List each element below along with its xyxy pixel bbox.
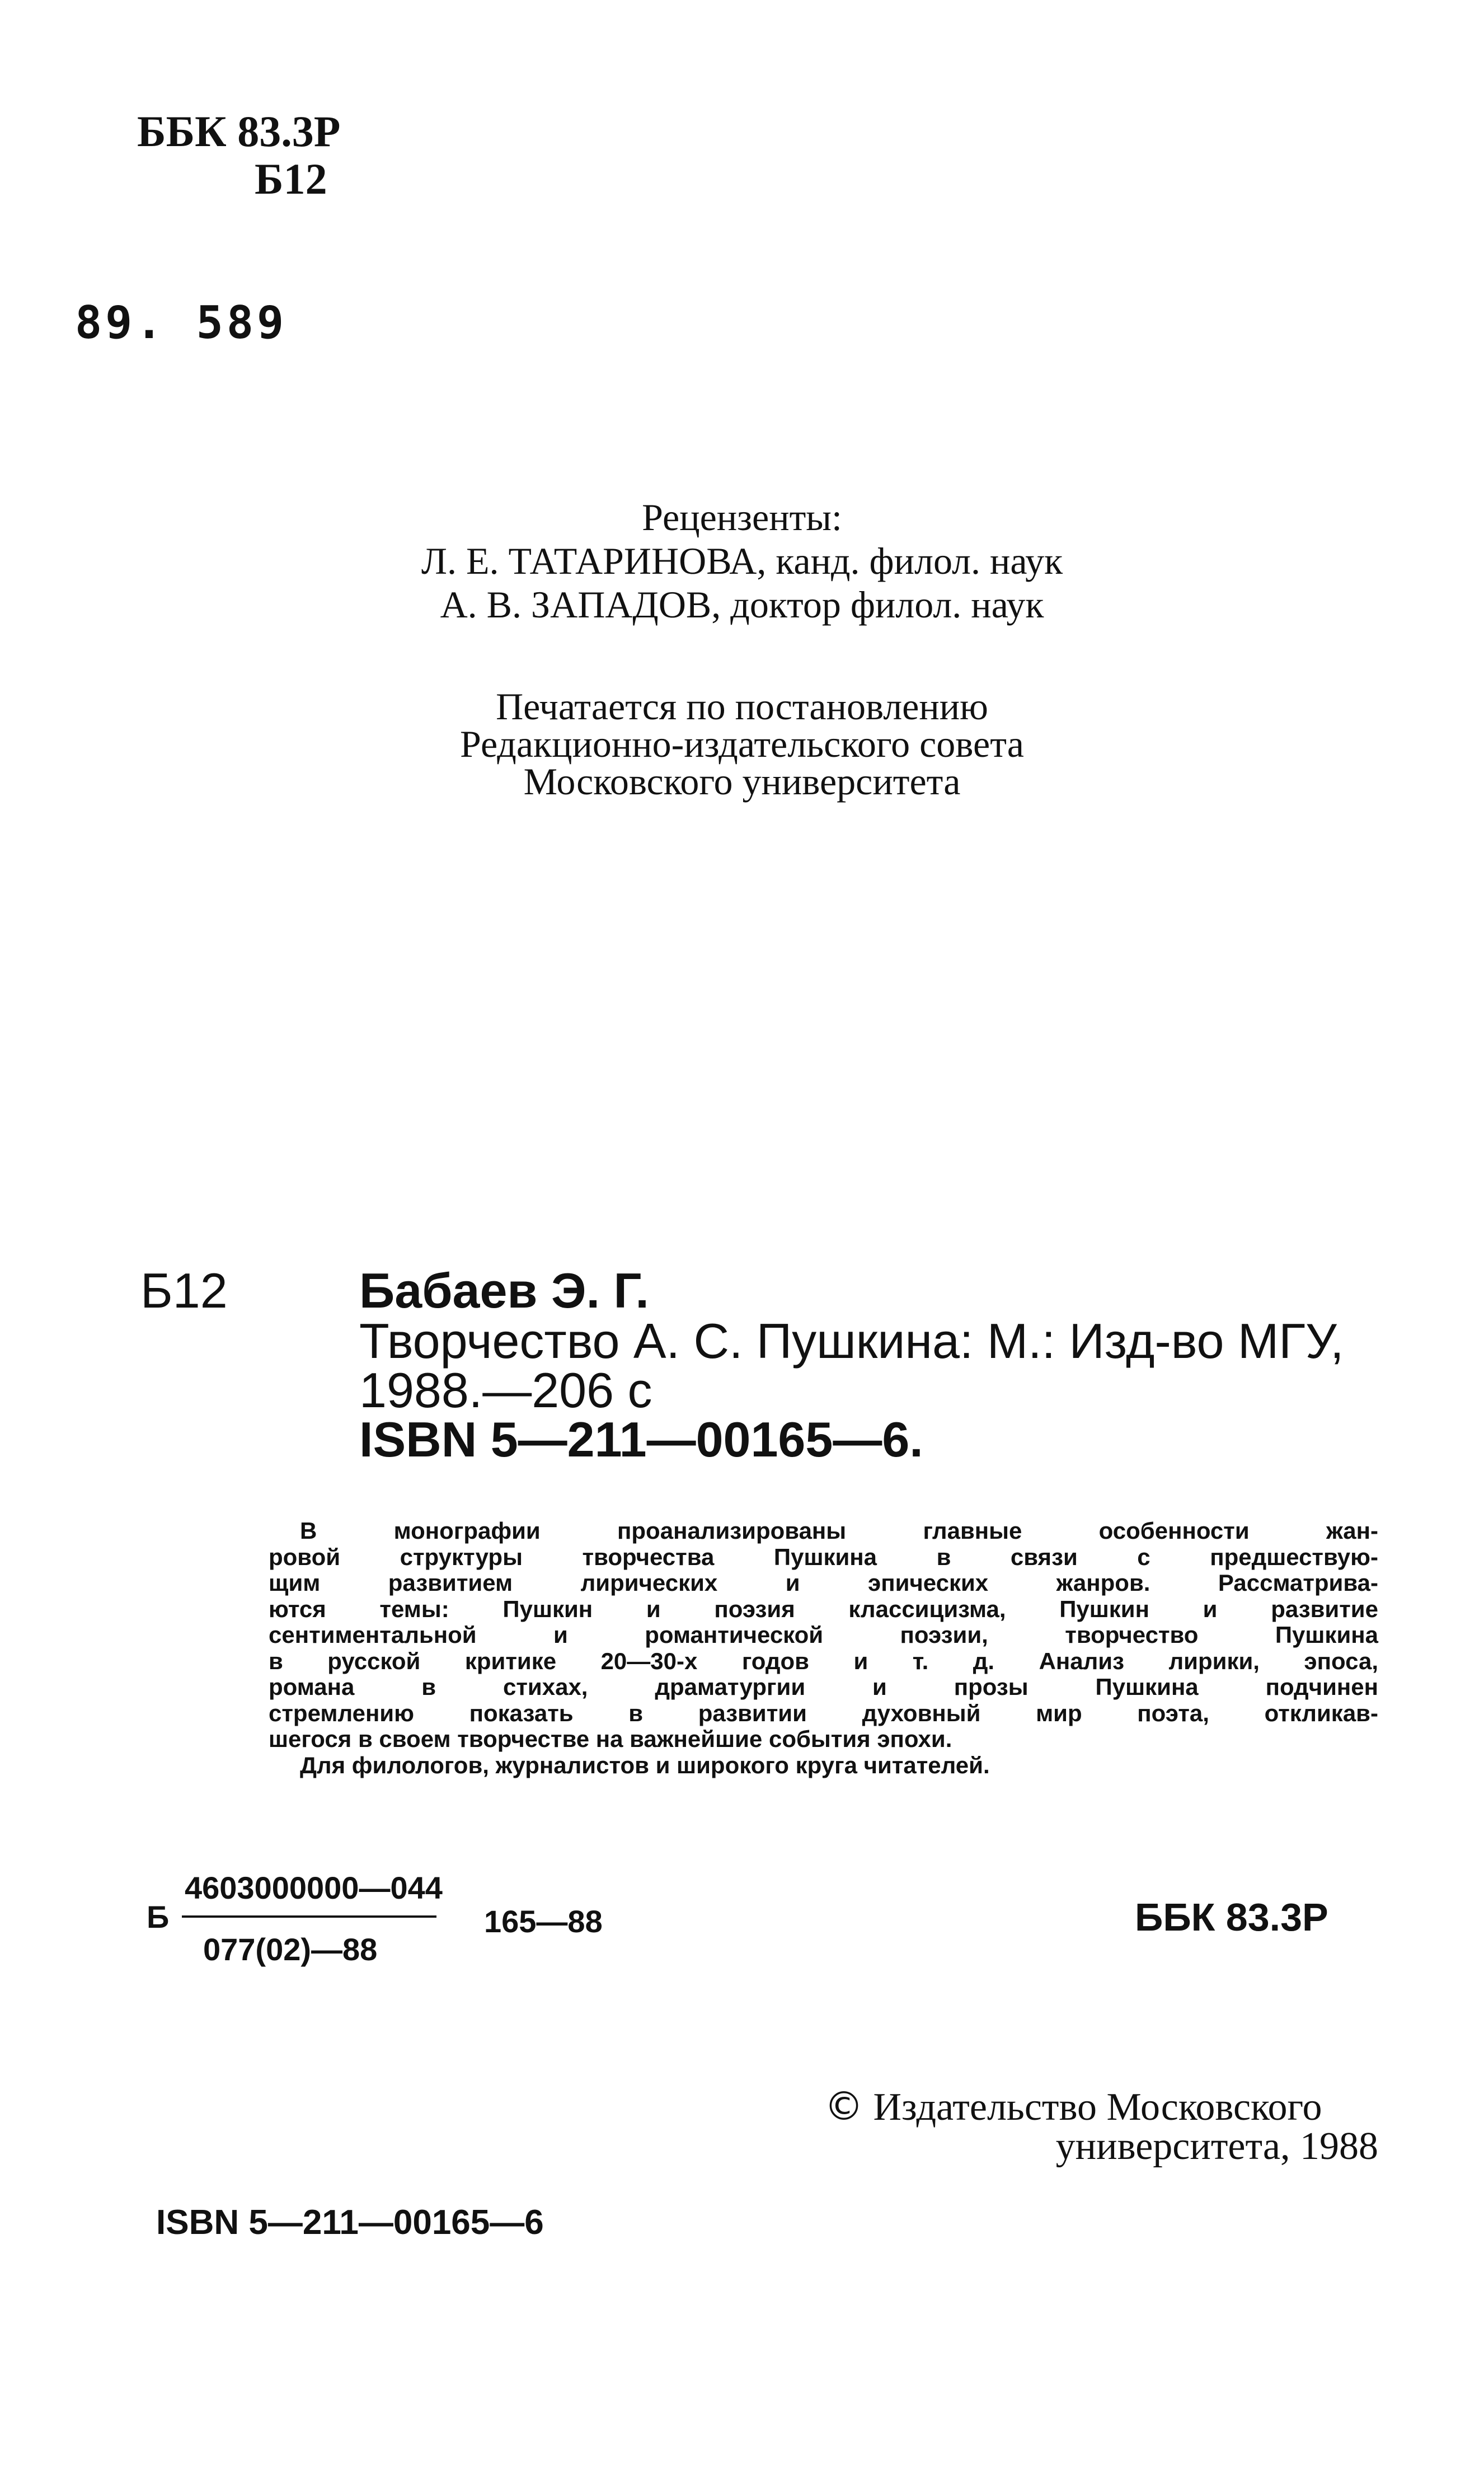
- inventory-number: 89. 589: [75, 297, 288, 349]
- copyright-icon: ©: [824, 2083, 863, 2129]
- imprint-line-3: Московского университета: [523, 760, 961, 803]
- abstract-line: стремлению показать в развитии духовный мир поэта, откликав-: [269, 1699, 1378, 1726]
- abstract-audience: Для филологов, журналистов и широкого круга читателей.: [300, 1751, 990, 1778]
- reviewer-2: А. В. ЗАПАДОВ, доктор филол. наук: [440, 583, 1044, 626]
- author-code-header: Б12: [255, 154, 327, 203]
- catalog-year-pages: 1988.—206 с: [359, 1362, 652, 1418]
- catalog-title: Творчество А. С. Пушкина: М.: Изд-во МГУ,: [359, 1313, 1344, 1369]
- copyright-line-1: Издательство Московского: [873, 2086, 1322, 2129]
- imprint-line-2: Редакционно-издательского совета: [460, 723, 1024, 765]
- copyright-line-2: университета, 1988: [1055, 2125, 1378, 2168]
- fraction-line: [182, 1915, 436, 1918]
- classification-prefix: Б: [147, 1899, 170, 1934]
- abstract-line: сентиментальной и романтической поэзии, творчество Пушкина: [269, 1622, 1378, 1648]
- reviewers-label: Рецензенты:: [642, 496, 842, 538]
- abstract-line: ются темы: Пушкин и поэзия классицизма, Пушкин и развитие: [269, 1595, 1378, 1622]
- abstract-line: романа в стихах, драматургии и прозы Пушкина подчинен: [269, 1674, 1378, 1700]
- reviewer-1: Л. Е. ТАТАРИНОВА, канд. филол. наук: [421, 540, 1063, 582]
- bbk-footer: ББК 83.3Р: [1135, 1895, 1328, 1939]
- catalog-code: Б12: [140, 1263, 228, 1318]
- abstract-line: щим развитием лирических и эпических жанров. Рассматрива-: [269, 1570, 1378, 1596]
- abstract-line: шегося в своем творчестве на важнейшие события эпохи.: [269, 1726, 952, 1752]
- footer-isbn: ISBN 5—211—00165—6: [156, 2203, 544, 2242]
- classification-denominator: 077(02)—88: [203, 1932, 378, 1967]
- catalog-isbn: ISBN 5—211—00165—6.: [359, 1412, 923, 1467]
- abstract-line: ровой структуры творчества Пушкина в связи с предшествую-: [269, 1543, 1378, 1570]
- classification-numerator: 4603000000—044: [185, 1870, 443, 1905]
- classification-suffix: 165—88: [484, 1904, 603, 1939]
- abstract-line: в русской критике 20—30-х годов и т. д. Анализ лирики, эпоса,: [269, 1647, 1378, 1674]
- imprint-line-1: Печатается по постановлению: [496, 685, 988, 728]
- catalog-author: Бабаев Э. Г.: [359, 1263, 649, 1318]
- abstract: [269, 1518, 1378, 1778]
- bbk-header: ББК 83.3Р: [137, 107, 341, 156]
- abstract-line: В монографии проанализированы главные особенности жан-: [300, 1517, 1378, 1544]
